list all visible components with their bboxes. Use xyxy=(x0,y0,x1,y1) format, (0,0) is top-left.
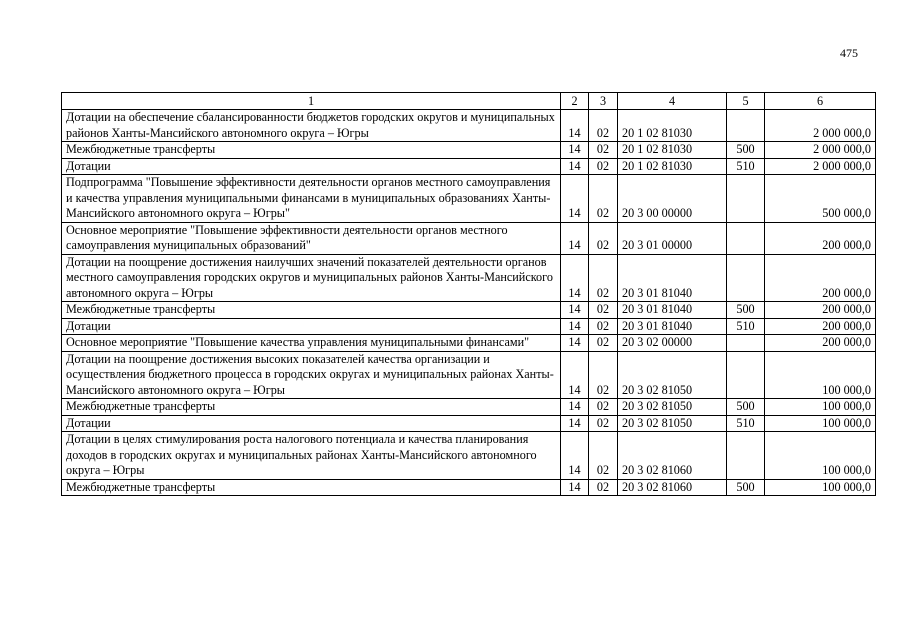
table-row xyxy=(62,110,876,142)
section-cell: 14 xyxy=(561,399,589,416)
table-row xyxy=(62,351,876,399)
subsection-cell: 02 xyxy=(589,351,618,399)
section-cell: 14 xyxy=(561,222,589,254)
table-row xyxy=(62,415,876,432)
table-row xyxy=(62,399,876,416)
table-row xyxy=(62,254,876,302)
subsection-cell: 02 xyxy=(589,110,618,142)
row-name-cell: Дотации на поощрение достижения наилучших значений показателей деятельности органов местного самоуправления городских округов и муниципальных районов Ханты-Мансийского автономного округа – Югры xyxy=(62,254,561,302)
section-cell: 14 xyxy=(561,110,589,142)
row-name-cell: Дотации xyxy=(62,158,561,175)
section-cell: 14 xyxy=(561,158,589,175)
row-name-cell: Дотации в целях стимулирования роста налогового потенциала и качества планирования доходов в городских округах и муниципальных районах Ханты-Мансийского автономного округа – Югры xyxy=(62,432,561,480)
column-header: 2 xyxy=(561,93,589,110)
target-article-cell: 20 3 01 81040 xyxy=(618,302,727,319)
target-article-cell: 20 3 00 00000 xyxy=(618,175,727,223)
table-header-row xyxy=(62,93,876,110)
expense-type-cell xyxy=(727,351,765,399)
amount-cell: 100 000,0 xyxy=(765,351,876,399)
target-article-cell: 20 3 01 81040 xyxy=(618,318,727,335)
amount-cell: 200 000,0 xyxy=(765,335,876,352)
amount-cell: 2 000 000,0 xyxy=(765,158,876,175)
amount-cell: 500 000,0 xyxy=(765,175,876,223)
expense-type-cell: 510 xyxy=(727,415,765,432)
target-article-cell: 20 3 01 81040 xyxy=(618,254,727,302)
section-cell: 14 xyxy=(561,479,589,496)
table-row xyxy=(62,142,876,159)
target-article-cell: 20 1 02 81030 xyxy=(618,110,727,142)
table-row xyxy=(62,175,876,223)
expense-type-cell: 510 xyxy=(727,318,765,335)
target-article-cell: 20 3 02 81050 xyxy=(618,399,727,416)
row-name-cell: Дотации на обеспечение сбалансированности бюджетов городских округов и муниципальных районов Ханты-Мансийского автономного округа – Югры xyxy=(62,110,561,142)
expense-type-cell: 500 xyxy=(727,142,765,159)
row-name-cell: Основное мероприятие "Повышение качества управления муниципальными финансами" xyxy=(62,335,561,352)
target-article-cell: 20 3 01 00000 xyxy=(618,222,727,254)
target-article-cell: 20 1 02 81030 xyxy=(618,142,727,159)
expense-type-cell xyxy=(727,254,765,302)
subsection-cell: 02 xyxy=(589,254,618,302)
section-cell: 14 xyxy=(561,254,589,302)
subsection-cell: 02 xyxy=(589,432,618,480)
table-row xyxy=(62,318,876,335)
amount-cell: 200 000,0 xyxy=(765,302,876,319)
expense-type-cell xyxy=(727,175,765,223)
row-name-cell: Подпрограмма "Повышение эффективности деятельности органов местного самоуправления и качества управления муниципальными финансами в муниципальных образованиях Ханты-Мансийского автономного округа – Югры" xyxy=(62,175,561,223)
amount-cell: 100 000,0 xyxy=(765,479,876,496)
expense-type-cell: 500 xyxy=(727,399,765,416)
subsection-cell: 02 xyxy=(589,479,618,496)
row-name-cell: Межбюджетные трансферты xyxy=(62,479,561,496)
subsection-cell: 02 xyxy=(589,399,618,416)
section-cell: 14 xyxy=(561,302,589,319)
row-name-cell: Межбюджетные трансферты xyxy=(62,302,561,319)
target-article-cell: 20 3 02 81060 xyxy=(618,432,727,480)
row-name-cell: Дотации на поощрение достижения высоких показателей качества организации и осуществления бюджетного процесса в городских округах и муниципальных районах Ханты-Мансийского автономного округа – Югры xyxy=(62,351,561,399)
table-row xyxy=(62,158,876,175)
section-cell: 14 xyxy=(561,432,589,480)
table-row xyxy=(62,479,876,496)
amount-cell: 2 000 000,0 xyxy=(765,142,876,159)
amount-cell: 100 000,0 xyxy=(765,399,876,416)
expense-type-cell xyxy=(727,432,765,480)
amount-cell: 2 000 000,0 xyxy=(765,110,876,142)
section-cell: 14 xyxy=(561,142,589,159)
table-row xyxy=(62,335,876,352)
subsection-cell: 02 xyxy=(589,142,618,159)
target-article-cell: 20 3 02 81050 xyxy=(618,415,727,432)
table-row xyxy=(62,432,876,480)
section-cell: 14 xyxy=(561,318,589,335)
budget-table xyxy=(61,92,876,496)
amount-cell: 100 000,0 xyxy=(765,432,876,480)
expense-type-cell: 510 xyxy=(727,158,765,175)
subsection-cell: 02 xyxy=(589,222,618,254)
expense-type-cell xyxy=(727,222,765,254)
column-header: 3 xyxy=(589,93,618,110)
row-name-cell: Межбюджетные трансферты xyxy=(62,399,561,416)
table-row xyxy=(62,222,876,254)
amount-cell: 200 000,0 xyxy=(765,222,876,254)
row-name-cell: Основное мероприятие "Повышение эффективности деятельности органов местного самоуправления муниципальных образований" xyxy=(62,222,561,254)
subsection-cell: 02 xyxy=(589,318,618,335)
expense-type-cell xyxy=(727,335,765,352)
subsection-cell: 02 xyxy=(589,335,618,352)
subsection-cell: 02 xyxy=(589,158,618,175)
column-header: 5 xyxy=(727,93,765,110)
subsection-cell: 02 xyxy=(589,302,618,319)
column-header: 1 xyxy=(62,93,561,110)
expense-type-cell: 500 xyxy=(727,479,765,496)
amount-cell: 200 000,0 xyxy=(765,318,876,335)
row-name-cell: Дотации xyxy=(62,318,561,335)
page-number: 475 xyxy=(840,46,858,60)
table-row xyxy=(62,302,876,319)
target-article-cell: 20 3 02 00000 xyxy=(618,335,727,352)
section-cell: 14 xyxy=(561,335,589,352)
subsection-cell: 02 xyxy=(589,175,618,223)
expense-type-cell: 500 xyxy=(727,302,765,319)
expense-type-cell xyxy=(727,110,765,142)
target-article-cell: 20 1 02 81030 xyxy=(618,158,727,175)
amount-cell: 200 000,0 xyxy=(765,254,876,302)
target-article-cell: 20 3 02 81050 xyxy=(618,351,727,399)
column-header: 6 xyxy=(765,93,876,110)
target-article-cell: 20 3 02 81060 xyxy=(618,479,727,496)
subsection-cell: 02 xyxy=(589,415,618,432)
row-name-cell: Дотации xyxy=(62,415,561,432)
column-header: 4 xyxy=(618,93,727,110)
section-cell: 14 xyxy=(561,351,589,399)
section-cell: 14 xyxy=(561,175,589,223)
section-cell: 14 xyxy=(561,415,589,432)
row-name-cell: Межбюджетные трансферты xyxy=(62,142,561,159)
amount-cell: 100 000,0 xyxy=(765,415,876,432)
